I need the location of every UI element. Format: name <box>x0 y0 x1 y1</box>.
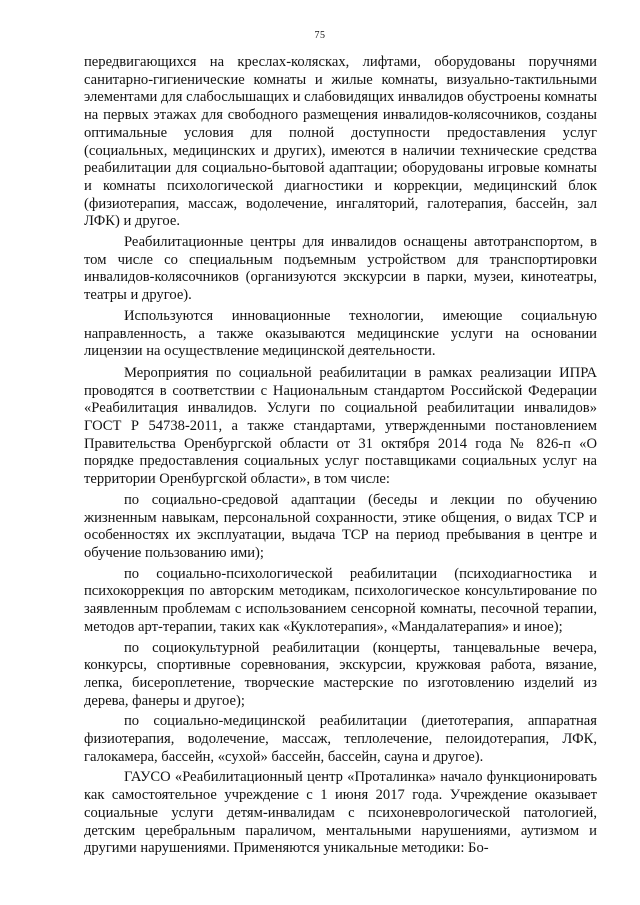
list-item-social-adaptation: по социально-средовой адаптации (беседы и лекции по обучению жизненным навыкам, персональной сохранности, этике общения, о видах ТСР и особенностях их эксплуатации, выдача ТСР на период пребывания в центре и обучение пользованию ими); <box>84 491 597 561</box>
paragraph-innovation: Используются инновационные технологии, имеющие социальную направленность, а также оказываются медицинские услуги на основании лицензии на осуществление медицинской деятельности. <box>84 307 597 360</box>
paragraph-accessibility: передвигающихся на креслах-колясках, лифтами, оборудованы поручнями санитарно-гигиенические комнаты и жилые комнаты, визуально-тактильными элементами для слабослышащих и слабовидящих инвалидов обустроены комнаты на первых этажах для свободного размещения инвалидов-колясочников, созданы оптимальные условия для полной доступности предоставления услуг (социальных, медицинских и других), имеются в наличии технические средства реабилитации для социально-бытовой адаптации; оборудованы игровые комнаты и комнаты психологической диагностики и коррекции, медицинский блок (физиотерапия, массаж, водолечение, ингаляторий, галотерапия, бассейн, зал ЛФК) и другое. <box>84 54 597 230</box>
paragraph-rehab-measures: Мероприятия по социальной реабилитации в рамках реализации ИПРА проводятся в соответствии с Национальным стандартом Российской Федерации «Реабилитация инвалидов. Услуги по социальной реабилитации инвалидов» ГОСТ Р 54738-2011, а также стандартами, утвержденными постановлением Правительства Оренбургской области от 31 октября 2014 года № 826-п «О порядке предоставления социальных услуг поставщиками социальных услуг на территории Оренбургской области», в том числе: <box>84 364 597 488</box>
paragraph-transport: Реабилитационные центры для инвалидов оснащены автотранспортом, в том числе со специальным подъемным устройством для транспортировки инвалидов-колясочников (организуются экскурсии в парки, музеи, кинотеатры, театры и другое). <box>84 234 597 304</box>
page-number: 75 <box>314 30 326 41</box>
page-body <box>84 54 597 858</box>
list-item-medical-rehab: по социально-медицинской реабилитации (диетотерапия, аппаратная физиотерапия, водолечение, массаж, теплолечение, пелоидотерапия, ЛФК, галокамера, бассейн, «сухой» бассейн, бассейн, сауна и другое). <box>84 713 597 765</box>
paragraph-protalinka-center: ГАУСО «Реабилитационный центр «Проталинка» начало функционировать как самостоятельное учреждение с 1 июня 2017 года. Учреждение оказывает социальные услуги детям-инвалидам с психоневрологической патологией, детским церебральным параличом, ментальными нарушениями, аутизмом и другими нарушениями. Применяются уникальные методики: Бо- <box>84 769 597 857</box>
list-item-psychological-rehab: по социально-психологической реабилитации (психодиагностика и психокоррекция по авторским методикам, психологическое консультирование по заявленным проблемам с использованием сенсорной комнаты, песочной терапии, методов арт-терапии, таких как «Куклотерапия», «Мандалатерапия» и иное); <box>84 565 597 635</box>
list-item-sociocultural-rehab: по социокультурной реабилитации (концерты, танцевальные вечера, конкурсы, спортивные соревнования, экскурсии, кружковая работа, вязание, лепка, бисероплетение, творческие мастерские по изготовлению изделий из дерева, фанеры и другое); <box>84 639 597 709</box>
